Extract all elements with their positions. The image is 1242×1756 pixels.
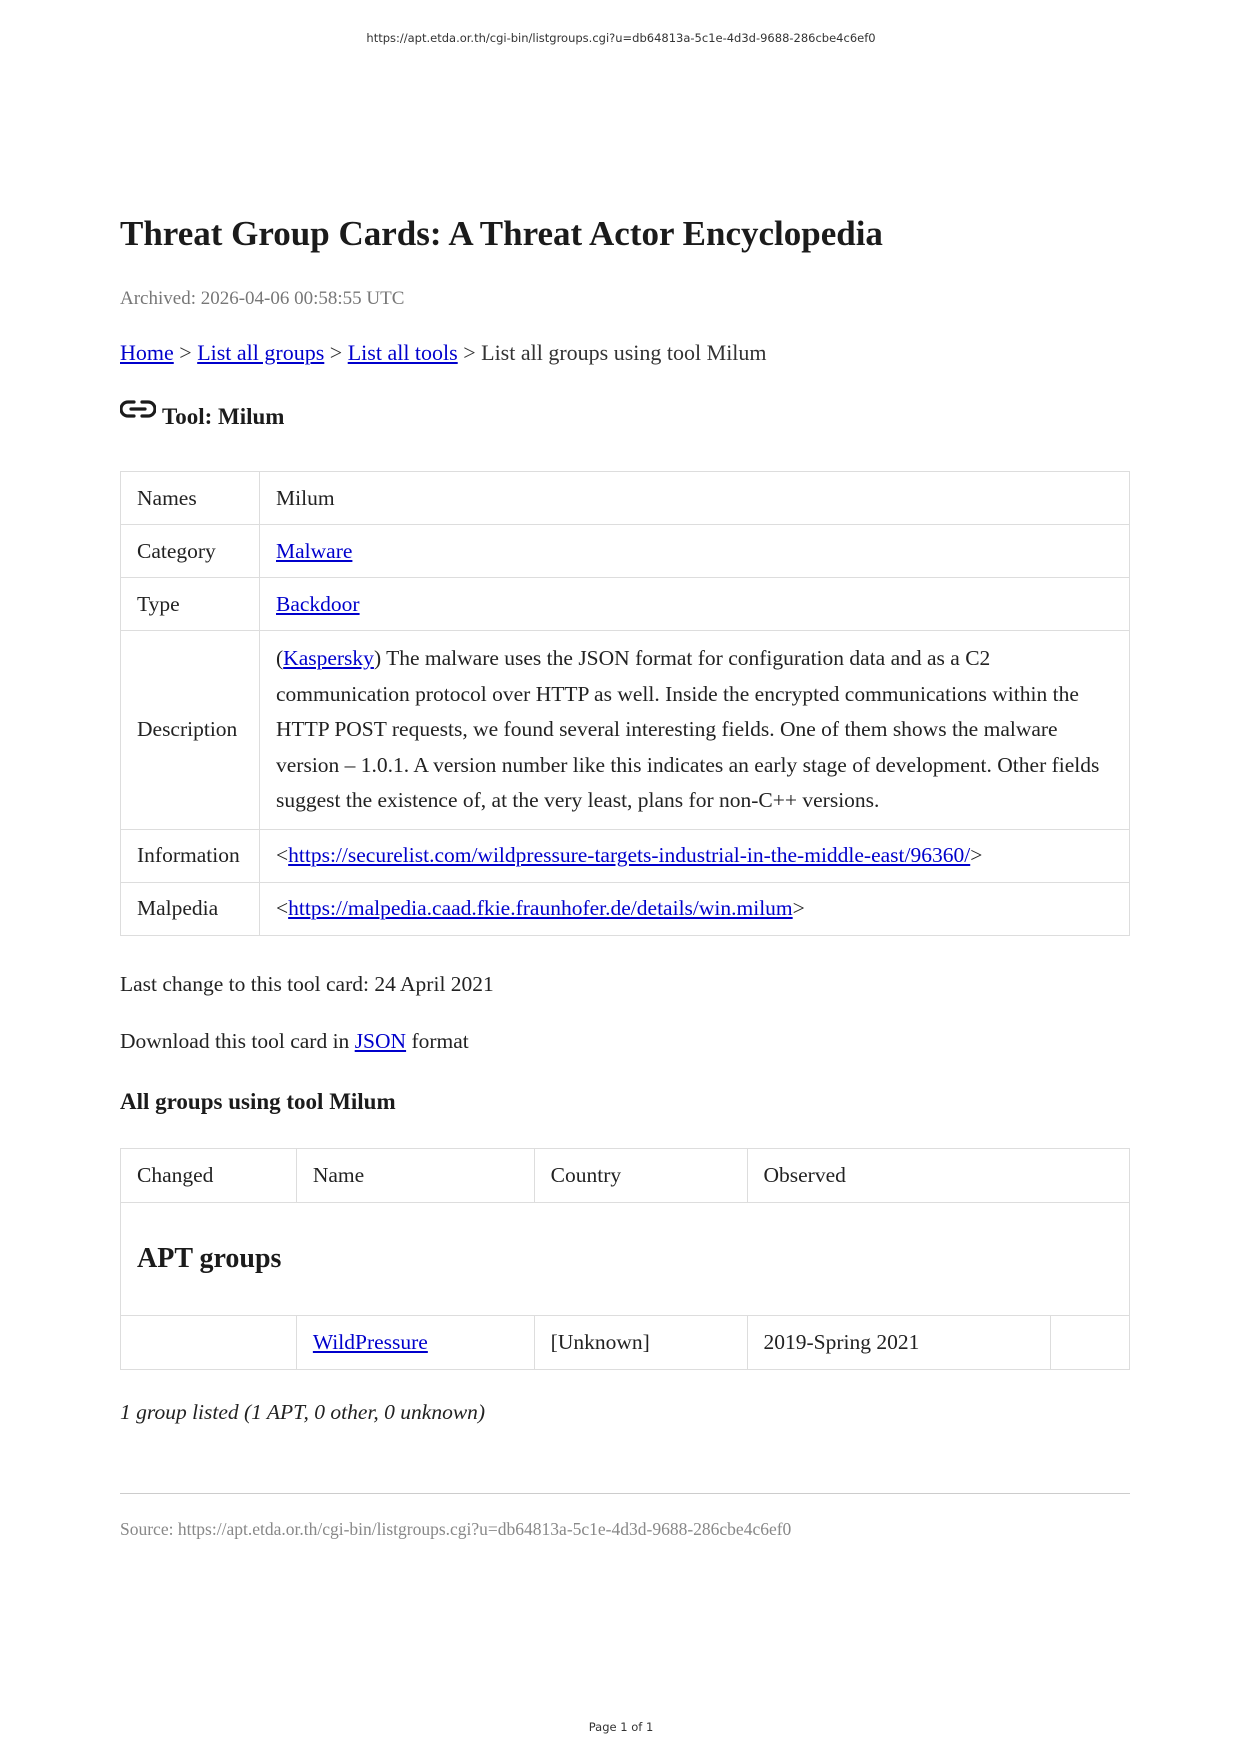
tool-category-value	[260, 525, 1130, 578]
source-url: Source: https://apt.etda.or.th/cgi-bin/listgroups.cgi?u=db64813a-5c1e-4d3d-9688-286cbe4c6ef0	[120, 1519, 792, 1539]
page-title: Threat Group Cards: A Threat Actor Encyclopedia	[120, 214, 883, 253]
description-text: ) The malware uses the JSON format for configuration data and as a C2 communication protocol over HTTP as well. Inside the encrypted communications within the HTTP POST requests, we found several interesting fields. One of them shows the malware version – 1.0.1. A version number like this indicates an early stage of development. Other fields suggest the existence of, at the very least, plans for non-C++ versions.	[276, 646, 1100, 812]
row-label: Malpedia	[121, 882, 260, 935]
link-icon	[120, 398, 156, 420]
breadcrumb-separator: >	[173, 340, 198, 365]
groups-table	[120, 1148, 1130, 1370]
row-label: Names	[121, 472, 260, 525]
apt-section-row	[121, 1203, 1130, 1316]
column-header-name: Name	[296, 1149, 534, 1203]
angle-open: <	[276, 843, 289, 867]
breadcrumb-list-tools-link[interactable]: List all tools	[347, 340, 458, 365]
description-paren: (	[276, 646, 284, 670]
apt-section-title: APT groups	[121, 1203, 1130, 1316]
tool-heading	[120, 404, 284, 430]
group-changed-cell	[121, 1316, 297, 1370]
tool-description-value	[260, 631, 1130, 830]
tool-type-value	[260, 578, 1130, 631]
tool-information-value	[260, 829, 1130, 882]
tool-names-value: Milum	[260, 472, 1130, 525]
divider	[120, 1493, 1130, 1494]
angle-close: >	[970, 843, 983, 867]
breadcrumb-separator: >	[324, 340, 348, 365]
tool-details-table	[120, 471, 1130, 936]
table-row	[121, 1316, 1130, 1370]
tool-row-names	[121, 472, 1130, 525]
category-link[interactable]: Malware	[276, 538, 353, 563]
breadcrumb-list-groups-link[interactable]: List all groups	[197, 340, 325, 365]
group-country-cell: [Unknown]	[534, 1316, 747, 1370]
breadcrumb-current: > List all groups using tool Milum	[457, 340, 767, 365]
column-header-observed: Observed	[747, 1149, 1130, 1203]
row-label: Information	[121, 829, 260, 882]
tool-malpedia-value	[260, 882, 1130, 935]
json-download-link[interactable]: JSON	[354, 1029, 407, 1053]
column-header-country: Country	[534, 1149, 747, 1203]
row-label: Type	[121, 578, 260, 631]
tool-row-type	[121, 578, 1130, 631]
angle-open: <	[276, 896, 289, 920]
groups-heading: All groups using tool Milum	[120, 1089, 396, 1114]
tool-row-information	[121, 829, 1130, 882]
download-prefix: Download this tool card in	[120, 1029, 355, 1053]
group-extra-cell	[1051, 1316, 1130, 1370]
group-name-cell	[296, 1316, 534, 1370]
print-header-url: https://apt.etda.or.th/cgi-bin/listgroups.cgi?u=db64813a-5c1e-4d3d-9688-286cbe4c6ef0	[366, 31, 876, 45]
group-name-link[interactable]: WildPressure	[312, 1330, 428, 1354]
tool-row-category	[121, 525, 1130, 578]
malpedia-link[interactable]: https://malpedia.caad.fkie.fraunhofer.de/details/win.milum	[288, 896, 793, 920]
type-link[interactable]: Backdoor	[276, 591, 360, 616]
description-source-link[interactable]: Kaspersky	[283, 646, 374, 670]
breadcrumb	[120, 340, 767, 366]
download-suffix: format	[406, 1029, 469, 1053]
archived-timestamp: Archived: 2026-04-06 00:58:55 UTC	[120, 288, 405, 309]
page-number: Page 1 of 1	[588, 1720, 654, 1734]
last-change-text: Last change to this tool card: 24 April 2021	[120, 972, 494, 996]
download-line	[120, 1029, 469, 1054]
information-link[interactable]: https://securelist.com/wildpressure-targets-industrial-in-the-middle-east/96360/	[288, 843, 971, 867]
groups-summary: 1 group listed (1 APT, 0 other, 0 unknown)	[120, 1400, 486, 1424]
tool-row-malpedia	[121, 882, 1130, 935]
group-observed-cell: 2019-Spring 2021	[747, 1316, 1051, 1370]
tool-heading-text: Tool: Milum	[162, 404, 285, 429]
tool-row-description	[121, 631, 1130, 830]
breadcrumb-home-link[interactable]: Home	[120, 340, 174, 365]
column-header-changed: Changed	[121, 1149, 297, 1203]
row-label: Category	[121, 525, 260, 578]
groups-header-row	[121, 1149, 1130, 1203]
row-label: Description	[121, 631, 260, 830]
angle-close: >	[792, 896, 805, 920]
